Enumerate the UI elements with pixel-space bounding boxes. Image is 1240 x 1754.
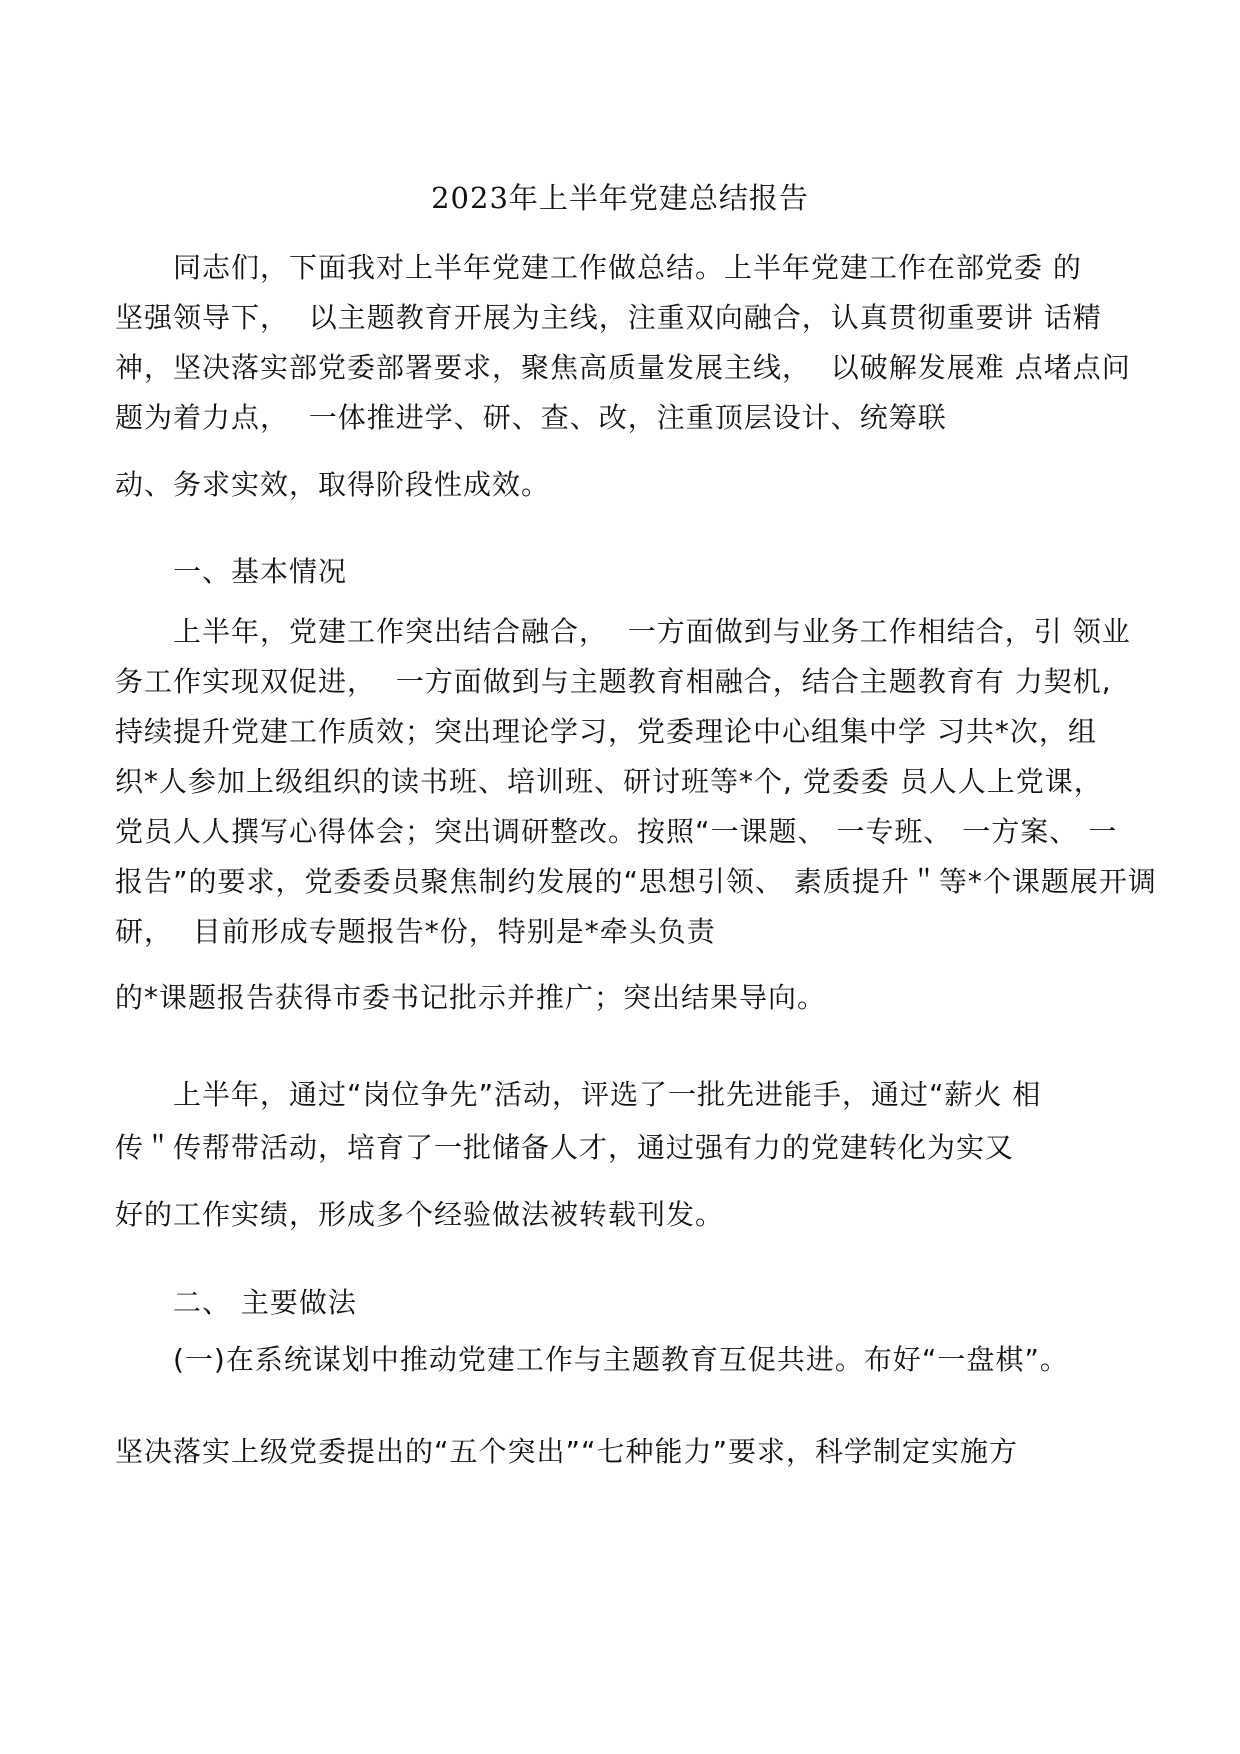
section1-para2-line: 上半年，通过“岗位争先”活动，评选了一批先进能手，通过“薪火 相 bbox=[173, 1078, 1042, 1111]
intro-line: 坚强领导下， 以主题教育开展为主线，注重双向融合，认真贯彻重要讲 话精 bbox=[115, 301, 1102, 334]
intro-line: 神，坚决落实部党委部署要求，聚焦高质量发展主线， 以破解发展难 点堵点问 bbox=[115, 351, 1131, 384]
section1-para1-line: 研， 目前形成专题报告*份，特别是*牵头负责 bbox=[115, 915, 716, 948]
section2-subheading: (一)在系统谋划中推动党建工作与主题教育互促共进。布好“一盘棋”。 bbox=[173, 1343, 1069, 1376]
section-heading-basic-situation: 一、基本情况 bbox=[173, 555, 348, 588]
section1-para1-line: 的*课题报告获得市委书记批示并推广；突出结果导向。 bbox=[115, 981, 827, 1014]
section1-para2-line: 传＂传帮带活动，培育了一批储备人才，通过强有力的党建转化为实又 bbox=[115, 1131, 1015, 1164]
intro-line: 题为着力点， 一体推进学、研、查、改，注重顶层设计、统筹联 bbox=[115, 401, 947, 434]
section1-para1-line: 持续提升党建工作质效；突出理论学习，党委理论中心组集中学 习共*次，组 bbox=[115, 715, 1097, 748]
section1-para2-line: 好的工作实绩，形成多个经验做法被转载刊发。 bbox=[115, 1198, 725, 1231]
section1-para1-line: 织*人参加上级组织的读书班、培训班、研讨班等*个, 党委委 员人人上党课， bbox=[115, 765, 1103, 798]
section1-para1-line: 务工作实现双促进， 一方面做到与主题教育相融合，结合主题教育有 力契机, bbox=[115, 665, 1112, 698]
section2-para1-line: 坚决落实上级党委提出的“五个突出”“七种能力”要求，科学制定实施方 bbox=[115, 1435, 1019, 1468]
section1-para1-line: 党员人人撰写心得体会；突出调研整改。按照“一课题、 一专班、 一方案、 一 bbox=[115, 815, 1118, 848]
section1-para1-line: 报告”的要求，党委委员聚焦制约发展的“思想引领、 素质提升＂等*个课题展开调 bbox=[115, 865, 1157, 898]
document-title: 2023年上半年党建总结报告 bbox=[431, 181, 809, 215]
section-heading-main-practices: 二、 主要做法 bbox=[173, 1286, 357, 1319]
section1-para1-line: 上半年，党建工作突出结合融合， 一方面做到与业务工作相结合，引 领业 bbox=[173, 615, 1131, 648]
intro-line: 同志们，下面我对上半年党建工作做总结。上半年党建工作在部党委 的 bbox=[173, 251, 1082, 284]
intro-line: 动、务求实效，取得阶段性成效。 bbox=[115, 468, 551, 501]
